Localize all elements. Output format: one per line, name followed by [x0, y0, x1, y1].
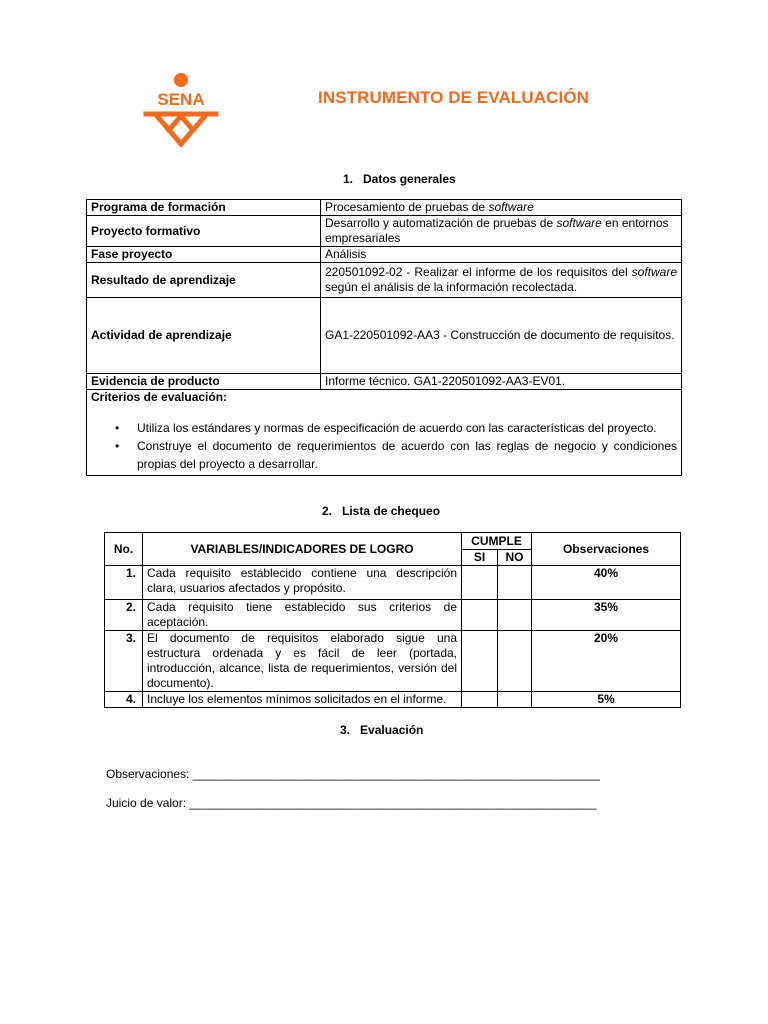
datos-value: [321, 374, 682, 390]
section-1-title: [343, 172, 456, 186]
datos-label: Proyecto formativo: [87, 216, 321, 247]
section-2-title: [322, 504, 440, 518]
sena-logo: [143, 72, 223, 150]
text-segment: Procesamiento de pruebas de: [325, 200, 489, 214]
header-row: [105, 533, 681, 550]
datos-row: [87, 374, 682, 390]
indicator-text: Cada requisito establecido contiene una descripción clara, usuarios afectados y propósito.: [143, 566, 462, 600]
row-number: 4.: [105, 692, 143, 708]
italic-text: software: [556, 216, 602, 230]
datos-value: [321, 200, 682, 216]
checklist-row: [105, 631, 681, 692]
datos-generales-table: [86, 199, 682, 476]
juicio-de-valor-field[interactable]: Juicio de valor: _____________________________________________________________: [106, 796, 597, 810]
checklist-row: [105, 692, 681, 708]
checklist-row: [105, 600, 681, 631]
col-header-cumple: CUMPLE: [462, 533, 532, 550]
datos-row: [87, 216, 682, 247]
section-2-number: 2.: [322, 504, 333, 518]
datos-label: Fase proyecto: [87, 247, 321, 263]
datos-label: Resultado de aprendizaje: [87, 263, 321, 298]
col-header-no-cumple: NO: [498, 550, 532, 566]
text-segment: Análisis: [325, 247, 367, 261]
indicator-text: Cada requisito tiene establecido sus criterios de aceptación.: [143, 600, 462, 631]
observation-value: 5%: [532, 692, 681, 708]
section-2-label: Lista de chequeo: [342, 504, 441, 518]
observation-value: 20%: [532, 631, 681, 692]
no-cell[interactable]: [498, 631, 532, 692]
checklist-row: [105, 566, 681, 600]
datos-row: [87, 298, 682, 374]
si-cell[interactable]: [462, 600, 498, 631]
si-cell[interactable]: [462, 631, 498, 692]
col-header-variables: VARIABLES/INDICADORES DE LOGRO: [143, 533, 462, 566]
datos-value: [321, 216, 682, 247]
row-number: 2.: [105, 600, 143, 631]
datos-row: [87, 200, 682, 216]
criteria-cell: [87, 390, 682, 476]
datos-value: [321, 247, 682, 263]
observaciones-field[interactable]: Observaciones: _____________________________________________________________: [106, 767, 600, 781]
datos-label: Evidencia de producto: [87, 374, 321, 390]
observation-value: 40%: [532, 566, 681, 600]
text-segment: GA1-220501092-AA3 - Construcción de documento de requisitos.: [325, 328, 675, 342]
logo-text: SENA: [157, 90, 205, 109]
criteria-item: • Utiliza los estándares y normas de especificación de acuerdo con las características del proyecto.: [137, 419, 677, 437]
row-number: 1.: [105, 566, 143, 600]
no-cell[interactable]: [498, 692, 532, 708]
datos-label: Programa de formación: [87, 200, 321, 216]
no-cell[interactable]: [498, 566, 532, 600]
text-segment: en entornos empresariales: [325, 216, 669, 245]
datos-row: [87, 263, 682, 298]
italic-text: software: [631, 265, 677, 279]
datos-value: [321, 298, 682, 374]
datos-value: [321, 263, 682, 298]
section-1-label: Datos generales: [363, 172, 456, 186]
text-segment: Informe técnico. GA1-220501092-AA3-EV01.: [325, 374, 566, 388]
indicator-text: Incluye los elementos mínimos solicitados en el informe.: [143, 692, 462, 708]
criteria-list: [91, 419, 677, 473]
indicator-text: El documento de requisitos elaborado sigue una estructura ordenada y es fácil de leer (portada, introducción, alcance, lista de requerimientos, versión del documento).: [143, 631, 462, 692]
si-cell[interactable]: [462, 692, 498, 708]
logo-head: [174, 73, 188, 87]
logo-figure: [146, 114, 216, 144]
section-3-number: 3.: [340, 723, 351, 737]
si-cell[interactable]: [462, 566, 498, 600]
col-header-no: No.: [105, 533, 143, 566]
row-number: 3.: [105, 631, 143, 692]
section-3-label: Evaluación: [360, 723, 424, 737]
italic-text: software: [488, 200, 534, 214]
datos-row: [87, 247, 682, 263]
text-segment: 220501092-02 - Realizar el informe de los requisitos del: [325, 265, 632, 279]
text-segment: Desarrollo y automatización de pruebas de: [325, 216, 557, 230]
criteria-item: • Construye el documento de requerimientos de acuerdo con las reglas de negocio y condiciones propias del proyecto a desarrollar.: [137, 437, 677, 473]
datos-label: Actividad de aprendizaje: [87, 298, 321, 374]
no-cell[interactable]: [498, 600, 532, 631]
col-header-si: SI: [462, 550, 498, 566]
criteria-row: [87, 390, 682, 476]
text-segment: según el análisis de la información recolectada.: [325, 280, 578, 294]
document-title: INSTRUMENTO DE EVALUACIÓN: [318, 88, 590, 107]
lista-chequeo-table: [104, 532, 681, 708]
criteria-label: Criterios de evaluación:: [91, 390, 228, 404]
section-1-number: 1.: [343, 172, 354, 186]
section-3-title: [340, 723, 423, 737]
col-header-observaciones: Observaciones: [532, 533, 681, 566]
observation-value: 35%: [532, 600, 681, 631]
